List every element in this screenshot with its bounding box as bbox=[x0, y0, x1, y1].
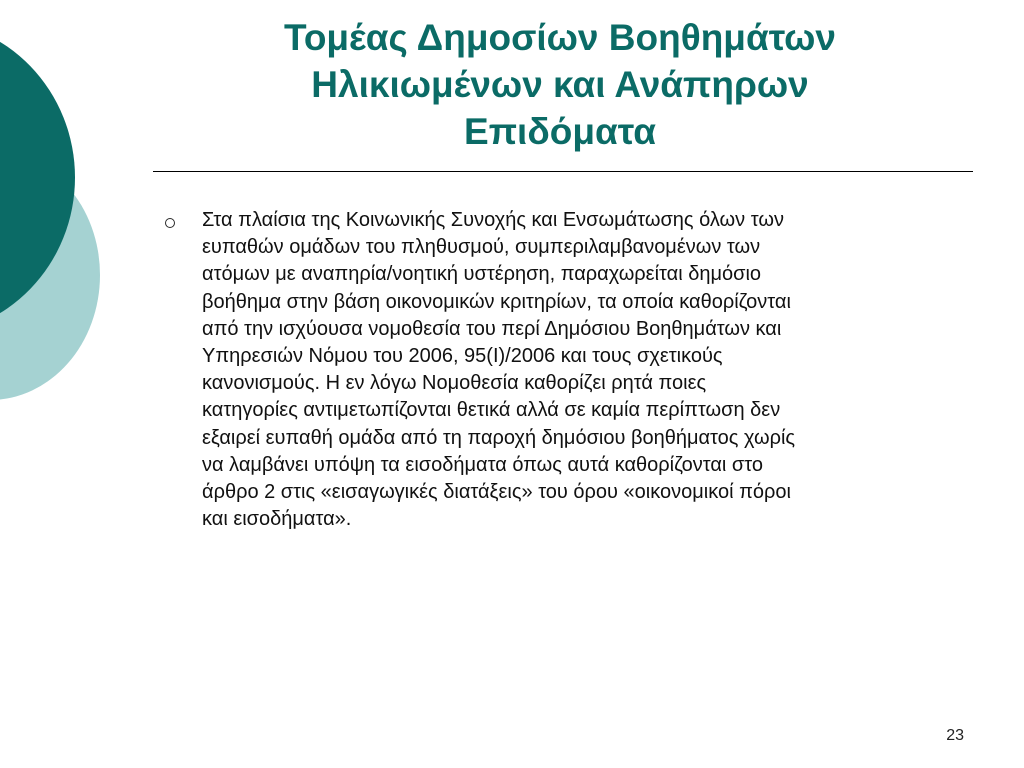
bullet-text bbox=[202, 207, 967, 533]
title-divider bbox=[153, 171, 973, 172]
hollow-circle-bullet-icon bbox=[165, 218, 175, 228]
bullet-text-line: να λαμβάνει υπόψη τα εισοδήματα όπως αυτά καθορίζονται στο bbox=[202, 453, 763, 476]
bullet-text-line: Στα πλαίσια της Κοινωνικής Συνοχής και Ενσωμάτωσης όλων των bbox=[202, 209, 784, 231]
title-line: Επιδόματα bbox=[464, 111, 656, 152]
bullet-text-line: Υπηρεσιών Νόμου του 2006, 95(Ι)/2006 και τους σχετικούς bbox=[202, 345, 723, 368]
bullet-text-line: και εισοδήματα». bbox=[202, 508, 352, 531]
bullet-text-line: άρθρο 2 στις «εισαγωγικές διατάξεις» του όρου «οικονομικοί πόροι bbox=[202, 481, 791, 504]
title-line: Ηλικιωμένων και Ανάπηρων bbox=[311, 64, 809, 105]
bullet-text-line: ευπαθών ομάδων του πληθυσμού, συμπεριλαμβανομένων των bbox=[202, 236, 761, 259]
slide-title bbox=[150, 14, 970, 155]
bullet-text-line: κανονισμούς. Η εν λόγω Νομοθεσία καθορίζει ρητά ποιες bbox=[202, 372, 707, 395]
page-number: 23 bbox=[946, 727, 964, 744]
bullet-text-line: βοήθημα στην βάση οικονομικών κριτηρίων, τα οποία καθορίζονται bbox=[202, 290, 791, 313]
bullet-text-line: εξαιρεί ευπαθή ομάδα από τη παροχή δημόσιου βοηθήματος χωρίς bbox=[202, 426, 796, 449]
bullet-text-line: από την ισχύουσα νομοθεσία του περί Δημόσιου Βοηθημάτων και bbox=[202, 317, 782, 340]
title-line: Τομέας Δημοσίων Βοηθημάτων bbox=[283, 17, 837, 58]
bullet-text-line: κατηγορίες αντιμετωπίζονται θετικά αλλά σε καμία περίπτωση δεν bbox=[202, 399, 781, 422]
bullet-text-line: ατόμων με αναπηρία/νοητική υστέρηση, παραχωρείται δημόσιο bbox=[202, 263, 762, 286]
